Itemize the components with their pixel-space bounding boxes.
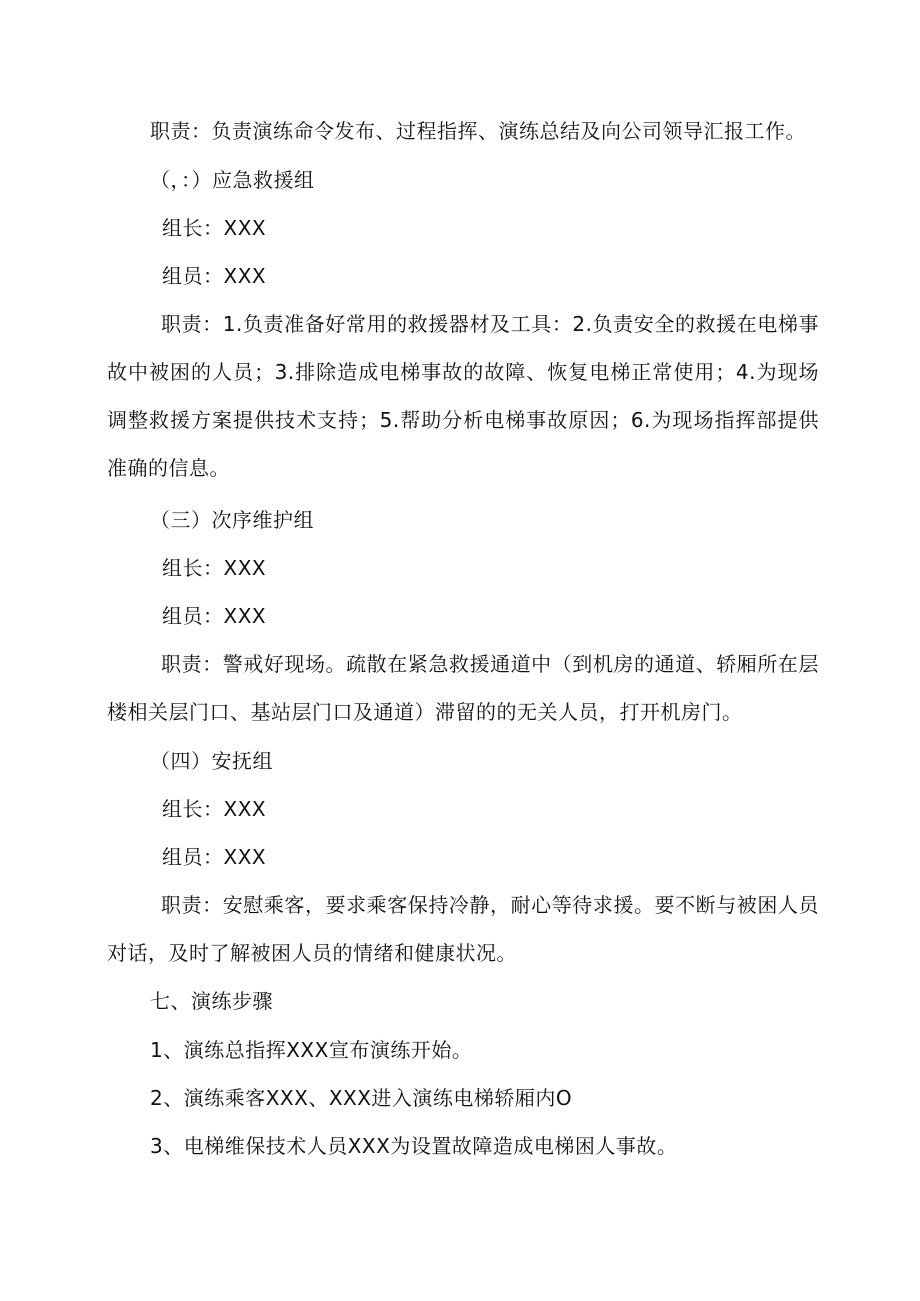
order-group-leader: 组长：XXX [162,556,267,580]
rescue-group-leader: 组长：XXX [162,216,267,240]
command-group-duty-line: 职责：负责演练命令发布、过程指挥、演练总结及向公司领导汇报工作。 [150,119,806,143]
drill-step-3: 3、电梯维保技术人员XXX为设置故障造成电梯困人事故。 [150,1134,678,1158]
comfort-group-duty-paragraph: 职责：安慰乘客，要求乘客保持冷静，耐心等待求援。要不断与被困人员对话，及时了解被困人员的情绪和健康状况。 [107,893,819,965]
drill-steps-heading: 七、演练步骤 [150,989,273,1013]
comfort-group-leader: 组长：XXX [162,797,267,821]
drill-step-1: 1、演练总指挥XXX宣布演练开始。 [150,1038,473,1062]
comfort-group-heading: （四）安抚组 [150,749,273,773]
rescue-group-heading: （，：）应急救援组 [150,168,315,192]
comfort-group-members: 组员：XXX [162,845,267,869]
rescue-group-members: 组员：XXX [162,264,267,288]
order-group-duty-paragraph: 职责：警戒好现场。疏散在紧急救援通道中（到机房的通道、轿厢所在层楼相关层门口、基站层门口及通道）滞留的的无关人员，打开机房门。 [107,652,819,724]
order-group-heading: （三）次序维护组 [150,508,314,532]
rescue-group-duty-paragraph: 职责：1.负责准备好常用的救援器材及工具：2.负责安全的救援在电梯事故中被困的人员；3.排除造成电梯事故的故障、恢复电梯正常使用；4.为现场调整救援方案提供技术支持；5.帮助分析电梯事故原因；6.为现场指挥部提供准确的信息。 [107,312,819,480]
order-group-members: 组员：XXX [162,604,267,628]
drill-step-2: 2、演练乘客XXX、XXX进入演练电梯轿厢内O [150,1086,573,1110]
